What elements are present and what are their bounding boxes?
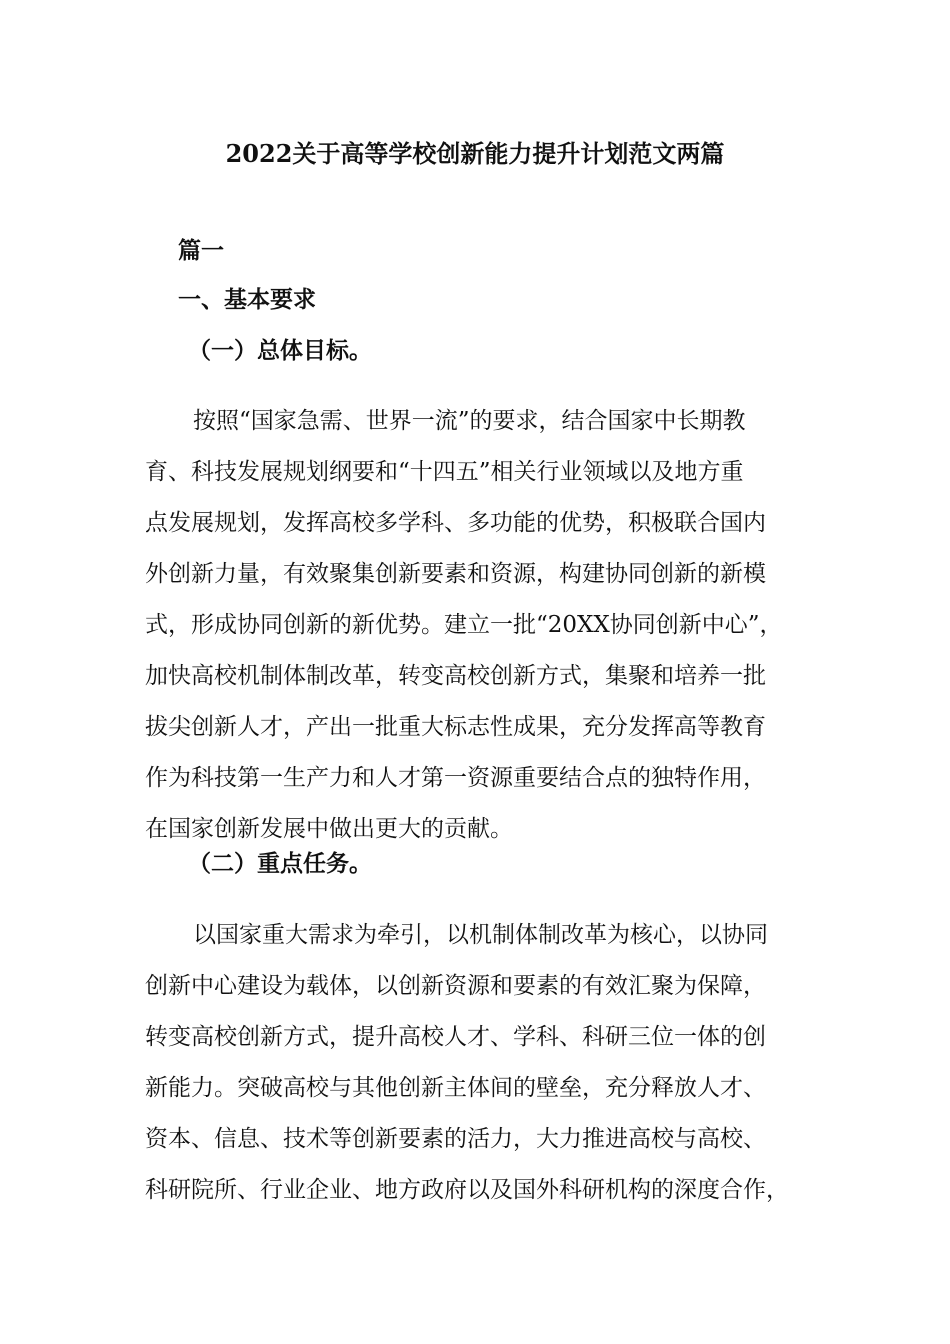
paragraph-line: 点发展规划，发挥高校多学科、多功能的优势，积极联合国内 (145, 510, 766, 536)
paragraph-line: 按照“国家急需、世界一流”的要求，结合国家中长期教 (193, 408, 746, 434)
section-heading: 一、基本要求 (178, 286, 316, 313)
paragraph-line: 育、科技发展规划纲要和“十四五”相关行业领域以及地方重 (145, 459, 744, 485)
subsection-heading-goals: （一）总体目标。 (188, 337, 372, 364)
paragraph-line: 转变高校创新方式，提升高校人才、学科、科研三位一体的创 (145, 1024, 766, 1050)
paragraph-line: 新能力。突破高校与其他创新主体间的壁垒，充分释放人才、 (145, 1075, 766, 1101)
paragraph-line: 加快高校机制体制改革，转变高校创新方式，集聚和培养一批 (145, 663, 766, 689)
paragraph-line: 资本、信息、技术等创新要素的活力，大力推进高校与高校、 (145, 1126, 766, 1152)
paragraph-line: 外创新力量，有效聚集创新要素和资源，构建协同创新的新模 (145, 561, 766, 587)
paragraph-tasks (145, 910, 805, 1216)
paragraph-line: 创新中心建设为载体，以创新资源和要素的有效汇聚为保障， (145, 973, 766, 999)
paragraph-line: 以国家重大需求为牵引，以机制体制改革为核心，以协同 (193, 922, 768, 948)
paragraph-line: 拔尖创新人才，产出一批重大标志性成果，充分发挥高等教育 (145, 714, 766, 740)
paragraph-line: 式，形成协同创新的新优势。建立一批“20XX协同创新中心”， (145, 612, 783, 638)
subsection-heading-tasks: （二）重点任务。 (188, 850, 372, 877)
paragraph-goals (145, 396, 805, 855)
paragraph-line: 在国家创新发展中做出更大的贡献。 (145, 816, 513, 842)
paragraph-line: 科研院所、行业企业、地方政府以及国外科研机构的深度合作， (145, 1177, 789, 1203)
document-title: 2022关于高等学校创新能力提升计划范文两篇 (225, 139, 725, 168)
part-heading: 篇一 (178, 237, 224, 264)
paragraph-line: 作为科技第一生产力和人才第一资源重要结合点的独特作用， (145, 765, 766, 791)
